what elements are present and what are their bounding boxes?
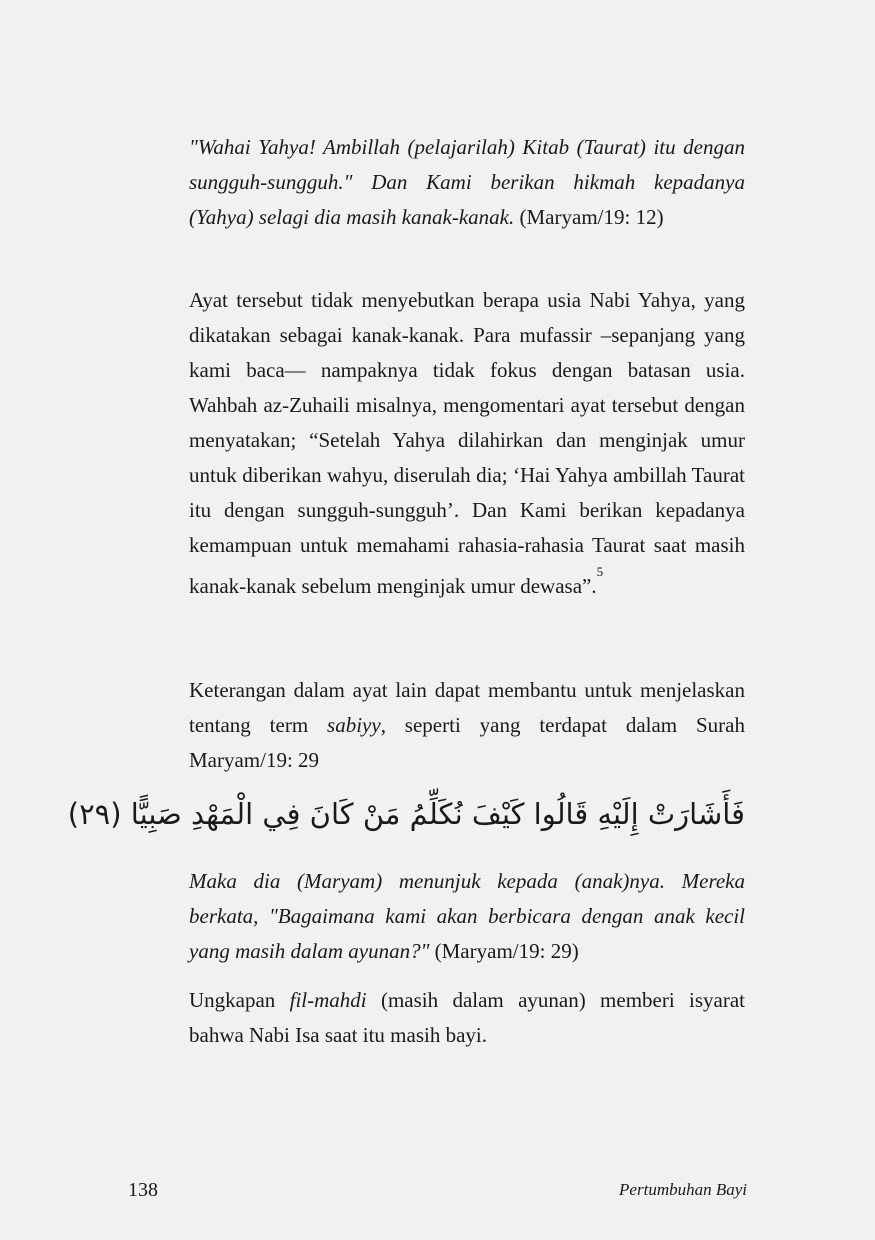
body-paragraph [189,983,745,1053]
italic-term: fil-mahdi [289,988,367,1012]
running-footer-title: Pertumbuhan Bayi [619,1180,747,1199]
page-number: 138 [128,1179,158,1201]
body-paragraph [189,283,745,604]
body-paragraph [189,673,745,778]
paragraph-text: , seperti yang terdapat dalam Surah Maryam/19: 29 [189,713,745,772]
paragraph-text: (masih dalam ayunan) memberi isyarat bahwa Nabi Isa saat itu masih bayi. [189,988,745,1047]
footnote-marker[interactable]: 5 [596,564,604,579]
verse-translation-quote [189,130,745,235]
quote-text: Maka dia (Maryam) menunjuk kepada (anak)nya. Mereka berkata, "Bagaimana kami akan berbicara dengan anak kecil yang masih dalam ayunan?" [189,869,745,963]
paragraph-text: Keterangan dalam ayat lain dapat membantu untuk menjelaskan tentang term [189,678,745,737]
verse-reference: (Maryam/19: 29) [434,939,579,963]
paragraph-text: Ungkapan [189,988,290,1012]
italic-term: sabiyy [327,713,381,737]
quote-text: "Wahai Yahya! Ambillah (pelajarilah) Kitab (Taurat) itu dengan sungguh-sungguh." Dan Kami berikan hikmah kepadanya (Yahya) selagi dia masih kanak-kanak. [189,135,745,229]
verse-translation-quote [189,864,745,969]
paragraph-text: Ayat tersebut tidak menyebutkan berapa usia Nabi Yahya, yang dikatakan sebagai kanak-kanak. Para mufassir –sepanjang yang kami baca— nampaknya tidak fokus dengan batasan usia. Wahbah az-Zuhaili misalnya, mengomentari ayat tersebut dengan menyatakan; “Setelah Yahya dilahirkan dan menginjak umur untuk diberikan wahyu, diserulah dia; ‘Hai Yahya ambillah Taurat itu dengan sungguh-sungguh’. Dan Kami berikan kepadanya kemampuan untuk memahami rahasia-rahasia Taurat saat masih kanak-kanak sebelum menginjak umur dewasa”. [189,288,745,598]
verse-reference: (Maryam/19: 12) [519,205,664,229]
arabic-verse: فَأَشَارَتْ إِلَيْهِ قَالُوا كَيْفَ نُكَلِّمُ مَنْ كَانَ فِي الْمَهْدِ صَبِيًّا (٢٩) [67,797,745,831]
